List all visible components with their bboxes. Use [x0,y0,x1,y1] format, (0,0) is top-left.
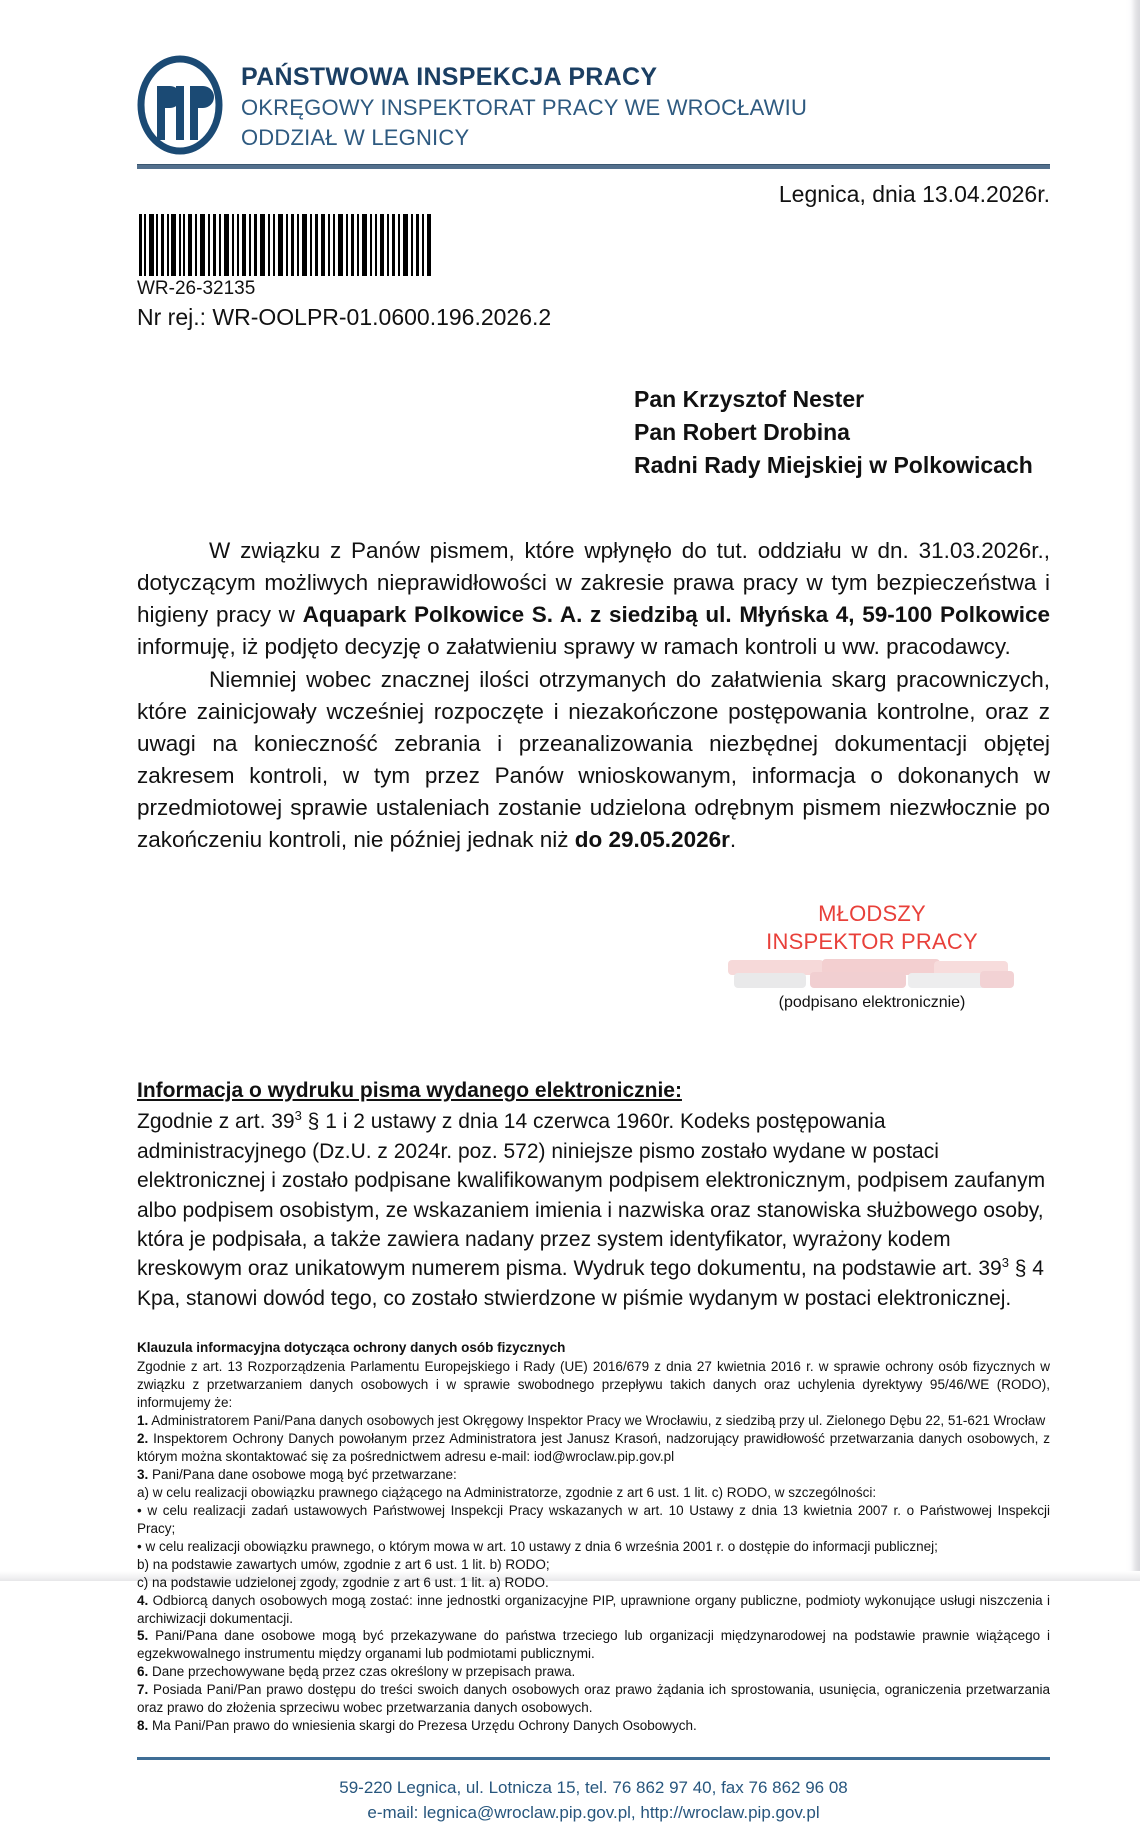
rodo-item-text: Ma Pani/Pan prawo do wniesienia skargi do Prezesa Urzędu Ochrony Danych Osobowych. [148,1718,697,1734]
electronic-info-text [137,1107,1050,1313]
body-p1-text-1: W związku z Panów pismem, które wpłynęło do tut. oddziału w dn. 31.03.2026r., dotyczącym możliwych nieprawidłowości w zakresie prawa pracy w tym bezpieczeństwa i higieny pracy w [137,538,1050,628]
rodo-item [137,1574,1050,1592]
einfo-text-3: § 4 Kpa, stanowi dowód tego, co zostało stwierdzone w piśmie wydanym w postaci elektronicznej. [137,1257,1044,1310]
body-p2-text-1: Niemniej wobec znacznej ilości otrzymanych do załatwienia skarg pracowniczych, które zainicjowały wcześniej rozpoczęte i niezakończone postępowania kontrolne, oraz z uwagi na konieczność zebrania i przeanalizowania niezbędnej dokumentacji objętej zakresem kontroli, w tym przez Panów wnioskowanym, informacja o dokonanych w przedmiotowej sprawie ustaleniach zostanie udzielona odrębnym pismem niezwłocznie po zakończeniu kontroli, nie później jednak niż [137,667,1050,852]
rodo-item-number: 1. [137,1413,149,1429]
letterhead [137,0,1050,154]
electronic-info-title: Informacja o wydruku pisma wydanego elektronicznie: [137,1079,682,1103]
signature-block [722,900,1022,1012]
body-p1-text-2: informuję, iż podjęto decyzję o załatwieniu sprawy w ramach kontroli u ww. pracodawcy. [137,634,1011,660]
rodo-item [137,1556,1050,1574]
barcode-id-label: WR-26-32135 [137,278,256,299]
rodo-item-text: a) w celu realizacji obowiązku prawnego ciążącego na Administratorze, zgodnie z art 6 ust. 1 lit. c) RODO, w szczególności: [137,1484,877,1500]
footer-contact-line: e-mail: legnica@wroclaw.pip.gov.pl, http://wroclaw.pip.gov.pl [367,1802,820,1822]
rodo-item-text: Pani/Pana dane osobowe mogą być przekazywane do państwa trzeciego lub organizacji międzynarodowej na podstawie prawnie wiążącego i egzekwowalnego instrumentu między organami lub podmiotami publicznymi. [137,1628,1050,1662]
addressee-line-1: Pan Krzysztof Nester [634,386,865,413]
barcode-image [137,214,433,276]
rodo-clause [137,1339,1050,1735]
einfo-text-2: § 1 i 2 ustawy z dnia 14 czerwca 1960r. Kodeks postępowania administracyjnego (Dz.U. z 2024r. poz. 572) niniejsze pismo zostało wydane w postaci elektronicznej i zostało podpisane kwalifikowanym podpisem elektronicznym, podpisem zaufanym albo podpisem osobistym, ze wskazaniem imienia i nazwiska oraz stanowiska służbowego osoby, która je podpisała, a także zawiera nadany przez system identyfikator, wyrażony kodem kreskowym oraz unikatowym numerem pisma. Wydruk tego dokumentu, na podstawie art. 39 [137,1110,1046,1281]
rodo-item-text: • w celu realizacji zadań ustawowych Państwowej Inspekcji Pracy wskazanych w art. 10 Ustawy z dnia 13 kwietnia 2007 r. o Państwowej Inspekcji Pracy; [137,1502,1050,1536]
rodo-item-text: Odbiorcą danych osobowych mogą zostać: inne jednostki organizacyjne PIP, uprawnione organy publiczne, podmioty wykonujące usługi niszczenia i archiwizacji dokumentacji. [137,1592,1050,1626]
rodo-item-text: Pani/Pana dane osobowe mogą być przetwarzane: [148,1466,457,1482]
date-line: Legnica, dnia 13.04.2026r. [778,181,1050,207]
einfo-text-1: Zgodnie z art. 39 [137,1110,295,1134]
body-p2-text-2: . [729,826,737,852]
header-divider [137,164,1050,169]
rodo-item-text: Dane przechowywane będą przez czas określony w przepisach prawa. [148,1664,576,1680]
rodo-item-number: 3. [137,1466,149,1482]
electronic-print-info [137,1076,1050,1313]
signatory-title-line-2: INSPEKTOR PRACY [766,928,978,954]
electronic-signature-note: (podpisano elektronicznie) [778,994,966,1012]
rodo-title: Klauzula informacyjna dotycząca ochrony danych osób fizycznych [137,1340,566,1356]
body-p1-employer: Aquapark Polkowice S. A. z siedzibą ul. Młyńska 4, 59-100 Polkowice [302,602,1050,628]
letter-body [137,535,1050,855]
rodo-item [137,1430,1050,1466]
rodo-item [137,1412,1050,1430]
footer-divider [137,1757,1050,1760]
rodo-item-number: 7. [137,1682,149,1698]
rodo-item [137,1466,1050,1484]
rodo-item [137,1627,1050,1663]
redacted-signatory-name [722,958,1022,988]
body-p2-deadline: do 29.05.2026r [574,826,730,852]
rodo-item-text: Inspektorem Ochrony Danych powołanym przez Administratora jest Janusz Krasoń, nadzorujący prawidłowość przetwarzania danych osobowych, z którym można skontaktować się za pośrednictwem adresu e-mail: iod@wroclaw.pip.gov.pl [137,1430,1050,1464]
document-content [137,0,1050,1825]
org-name-regional: OKRĘGOWY INSPEKTORAT PRACY WE WROCŁAWIU [241,95,808,120]
rodo-item-number: 8. [137,1718,149,1734]
einfo-sup-2: 3 [1001,1255,1009,1271]
organization-names [241,54,807,152]
body-paragraph-2 [137,664,1050,856]
org-name-branch: ODDZIAŁ W LEGNICY [241,124,470,150]
barcode-block [137,214,1050,331]
rodo-item-number: 4. [137,1592,149,1608]
scan-edge-right [1126,0,1140,1581]
rodo-item [137,1538,1050,1556]
rodo-item [137,1717,1050,1735]
body-paragraph-1 [137,535,1050,663]
rodo-item-list [137,1412,1050,1735]
addressee-block [634,383,1050,481]
rodo-intro: Zgodnie z art. 13 Rozporządzenia Parlamentu Europejskiego i Rady (UE) 2016/679 z dnia 27 kwietnia 2016 r. w sprawie ochrony osób fizycznych w związku z przetwarzaniem danych osobowych i w sprawie swobodnego przepływu takich danych oraz uchylenia dyrektywy 95/46/WE (RODO), informujemy że: [137,1359,1050,1411]
signatory-title-line-1: MŁODSZY [818,900,926,926]
einfo-sup-1: 3 [294,1108,302,1124]
footer-address-line: 59-220 Legnica, ul. Lotnicza 15, tel. 76 862 97 40, fax 76 862 96 08 [339,1778,848,1798]
rodo-item-number: 5. [137,1628,149,1644]
addressee-line-3: Radni Rady Miejskiej w Polkowicach [634,451,1033,478]
registration-number: Nr rej.: WR-OOLPR-01.0600.196.2026.2 [137,303,552,330]
addressee-line-2: Pan Robert Drobina [634,419,850,446]
rodo-item-text: b) na podstawie zawartych umów, zgodnie z art 6 ust. 1 lit. b) RODO; [137,1556,550,1572]
rodo-item-number: 6. [137,1664,149,1680]
rodo-item-text: Administratorem Pani/Pana danych osobowych jest Okręgowy Inspektor Pracy we Wrocławiu, z siedzibą przy ul. Zielonego Dębu 22, 51-621 Wrocław [148,1413,1046,1429]
org-name-primary: PAŃSTWOWA INSPEKCJA PRACY [241,63,658,91]
rodo-item [137,1663,1050,1681]
rodo-item [137,1681,1050,1717]
rodo-item [137,1502,1050,1538]
rodo-item-text: • w celu realizacji obowiązku prawnego, o którym mowa w art. 10 ustawy z dnia 6 września 2001 r. o dostępie do informacji publicznej; [137,1538,938,1554]
rodo-item-text: Posiada Pani/Pan prawo dostępu do treści swoich danych osobowych oraz prawo żądania ich sprostowania, usunięcia, ograniczenia przetwarzania oraz prawo do złożenia sprzeciwu wobec przetwarzania danych osobowych. [137,1682,1050,1716]
rodo-item-number: 2. [137,1430,149,1446]
rodo-item [137,1592,1050,1628]
rodo-item-text: c) na podstawie udzielonej zgody, zgodnie z art 6 ust. 1 lit. a) RODO. [137,1574,549,1590]
pip-logo-icon [137,56,223,154]
footer-contact [137,1776,1050,1825]
rodo-item [137,1484,1050,1502]
signatory-title [722,900,1022,956]
